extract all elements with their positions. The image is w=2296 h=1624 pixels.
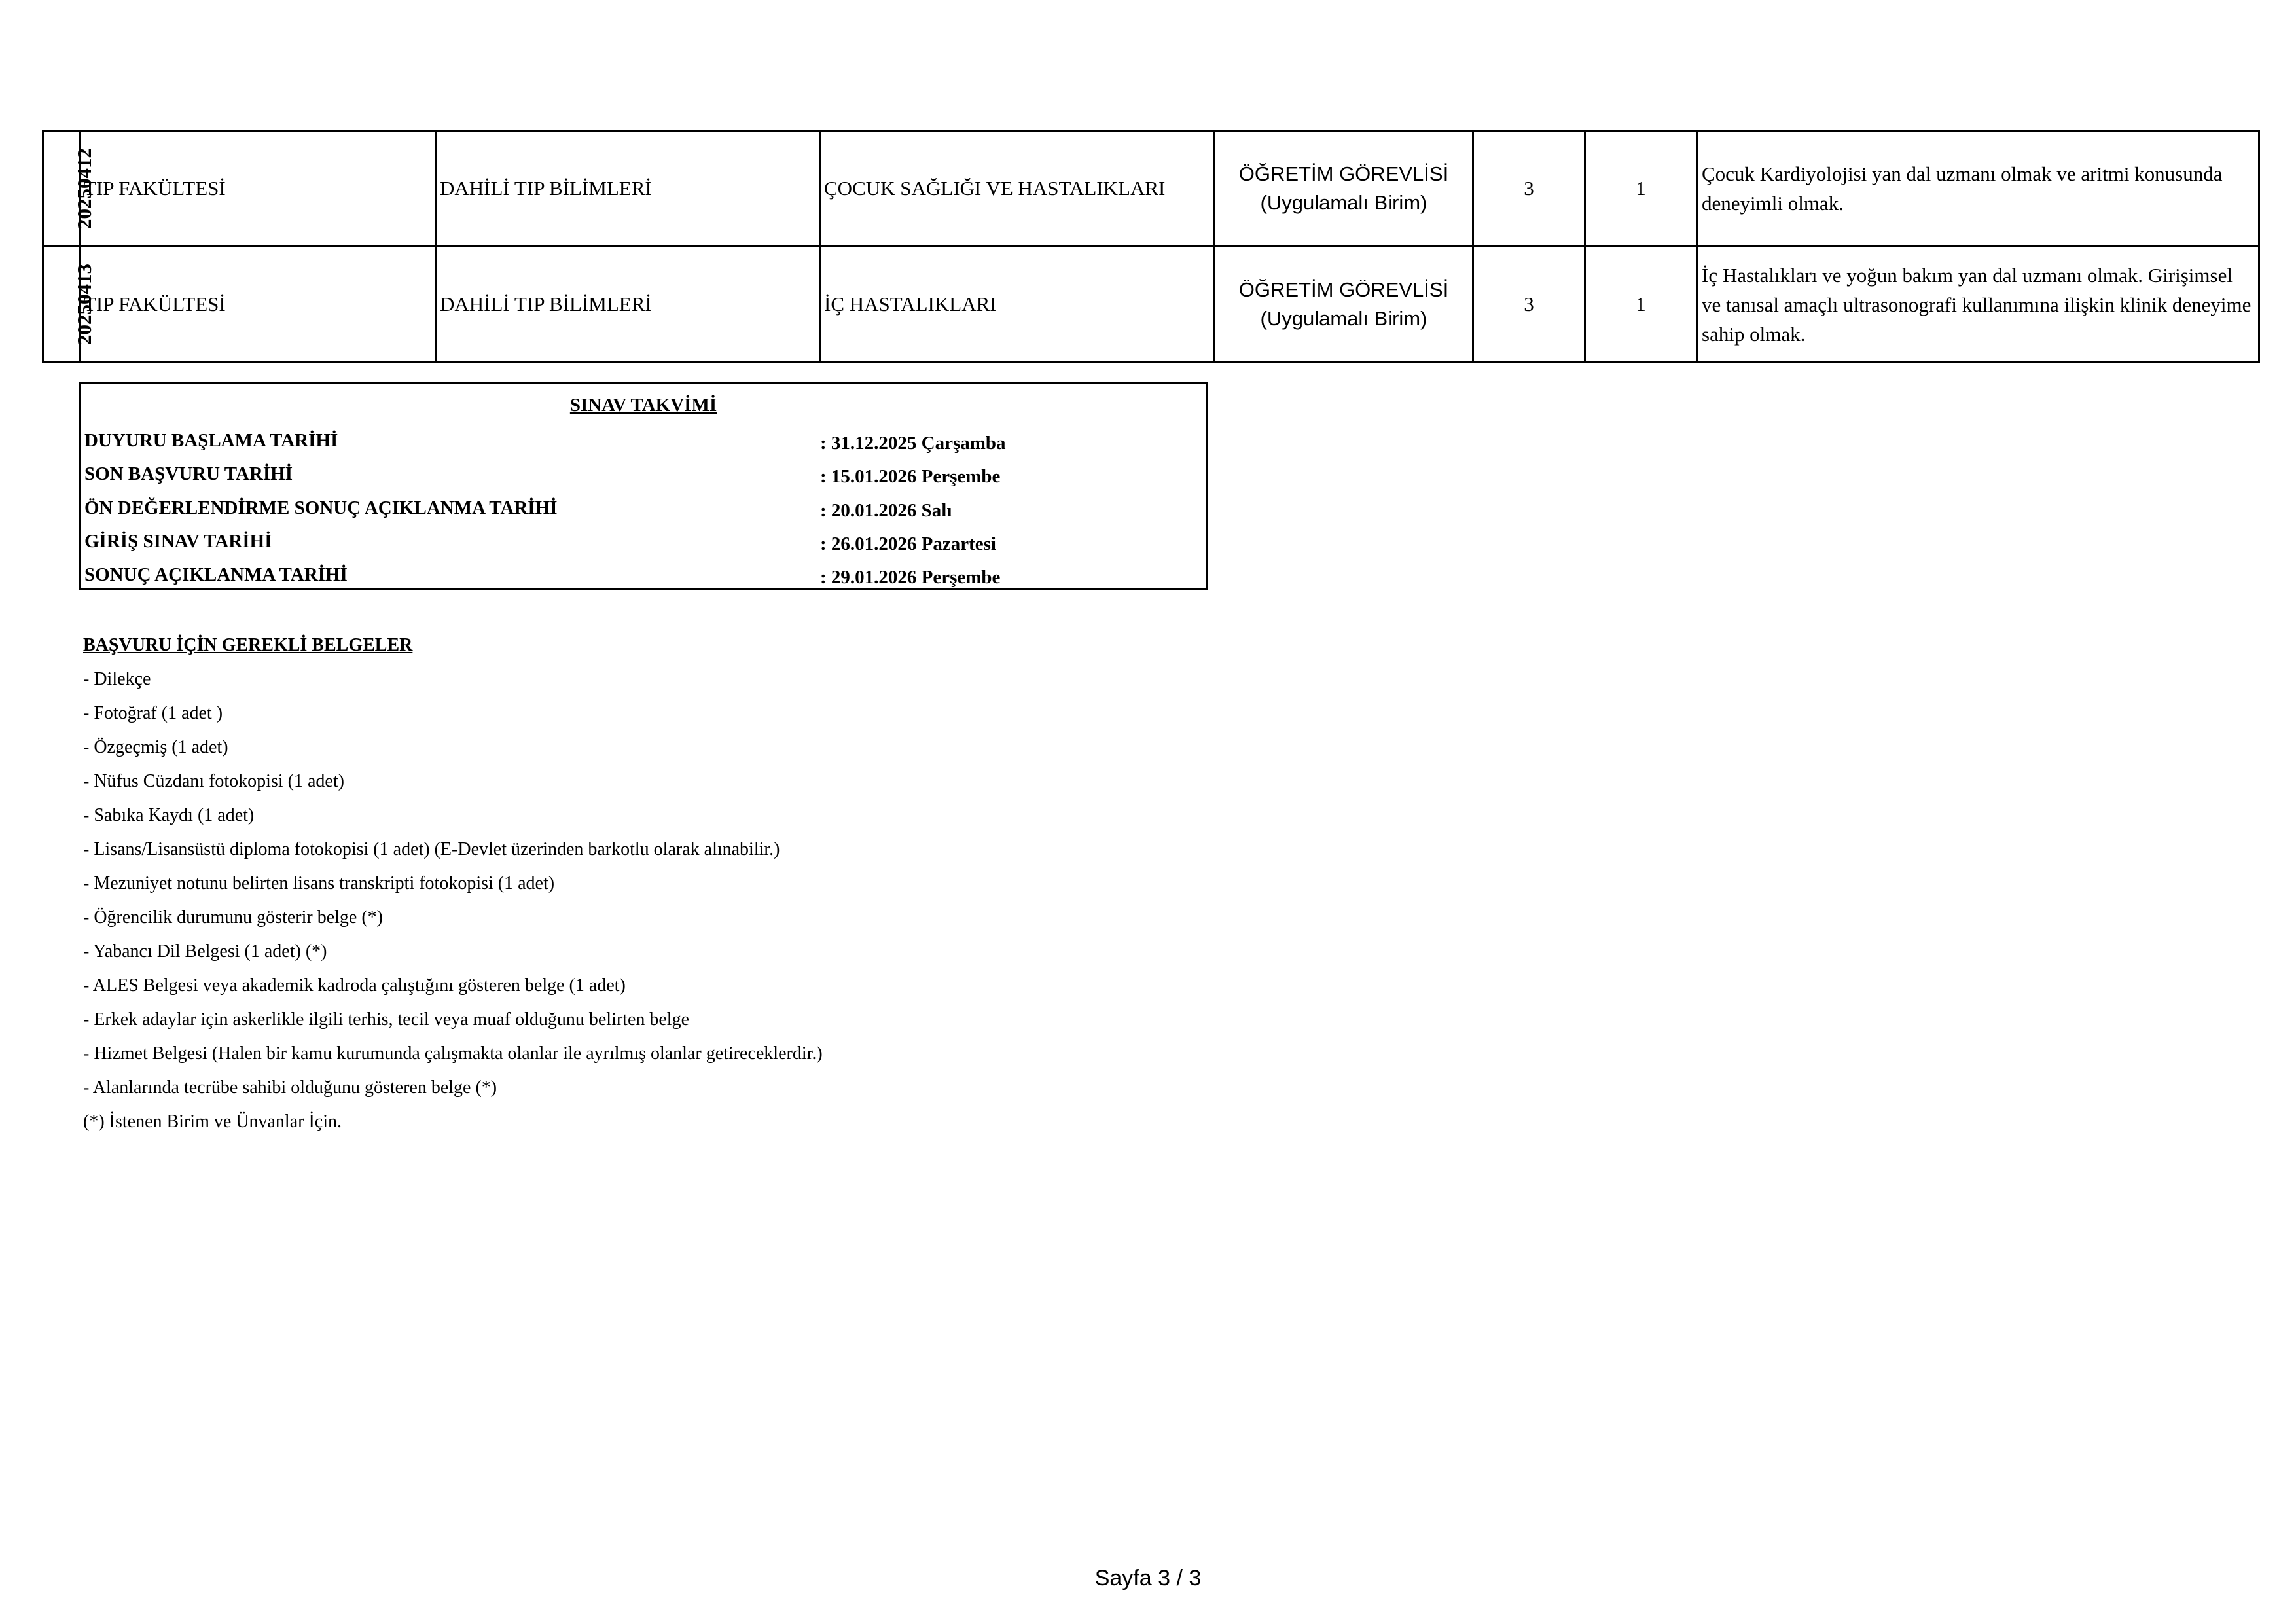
academic-title-unit: (Uygulamalı Birim)	[1260, 191, 1427, 214]
list-item: - Fotoğraf (1 adet )	[83, 703, 223, 723]
program-cell: ÇOCUK SAĞLIĞI VE HASTALIKLARI	[821, 131, 1215, 247]
list-item: - Dilekçe	[83, 669, 151, 689]
calendar-row	[84, 497, 1202, 524]
calendar-label: SON BAŞVURU TARİHİ	[84, 463, 293, 484]
list-item: - Lisans/Lisansüstü diploma fotokopisi (1 adet) (E-Devlet üzerinden barkotlu olarak alınabilir.)	[83, 839, 780, 859]
degree-cell: 3	[1473, 247, 1585, 363]
degree-cell: 3	[1473, 131, 1585, 247]
footnote: (*) İstenen Birim ve Ünvanlar İçin.	[83, 1111, 342, 1132]
required-documents-title: BAŞVURU İÇİN GEREKLİ BELGELER	[83, 635, 413, 655]
required-documents	[83, 632, 823, 1143]
faculty-cell: TIP FAKÜLTESİ	[81, 131, 437, 247]
list-item: - Hizmet Belgesi (Halen bir kamu kurumunda çalışmakta olanlar ile ayrılmış olanlar getireceklerdir.)	[83, 1043, 823, 1064]
count-cell: 1	[1585, 247, 1697, 363]
list-item: - Alanlarında tecrübe sahibi olduğunu gösteren belge (*)	[83, 1077, 497, 1098]
faculty-cell: TIP FAKÜLTESİ	[81, 247, 437, 363]
calendar-label: SONUÇ AÇIKLANMA TARİHİ	[84, 564, 348, 585]
calendar-row	[84, 564, 1202, 590]
list-item: - Nüfus Cüzdanı fotokopisi (1 adet)	[83, 771, 344, 791]
list-item: - Yabancı Dil Belgesi (1 adet) (*)	[83, 941, 327, 962]
calendar-row	[84, 531, 1202, 557]
position-code-cell	[43, 131, 96, 247]
calendar-date: : 15.01.2026 Perşembe	[820, 466, 1001, 487]
calendar-date: : 31.12.2025 Çarşamba	[820, 433, 1006, 454]
academic-title: ÖĞRETİM GÖREVLİSİ	[1238, 162, 1449, 185]
count-cell: 1	[1585, 131, 1697, 247]
list-item: - Erkek adaylar için askerlikle ilgili terhis, tecil veya muaf olduğunu belirten belge	[83, 1009, 690, 1030]
program-cell: İÇ HASTALIKLARI	[821, 247, 1215, 363]
list-item: - Özgeçmiş (1 adet)	[83, 737, 228, 757]
table-row	[43, 131, 2259, 247]
requirement-cell: İç Hastalıkları ve yoğun bakım yan dal uzmanı olmak. Girişimsel ve tanısal amaçlı ultrasonografi kullanımına ilişkin klinik deneyime sahip olmak.	[1697, 247, 2259, 363]
academic-title-cell	[1215, 131, 1473, 247]
documents-list	[83, 666, 823, 1143]
calendar-label: GİRİŞ SINAV TARİHİ	[84, 531, 272, 552]
department-cell: DAHİLİ TIP BİLİMLERİ	[437, 247, 821, 363]
academic-title: ÖĞRETİM GÖREVLİSİ	[1238, 278, 1449, 301]
list-item: - Mezuniyet notunu belirten lisans transkripti fotokopisi (1 adet)	[83, 873, 555, 893]
position-code: 20250413	[73, 264, 96, 345]
calendar-date: : 26.01.2026 Pazartesi	[820, 533, 996, 554]
position-code: 20250412	[73, 148, 96, 229]
exam-calendar-title: SINAV TAKVİMİ	[569, 395, 717, 416]
exam-calendar	[79, 382, 1208, 590]
calendar-row	[84, 463, 1202, 490]
list-item: - Sabıka Kaydı (1 adet)	[83, 805, 255, 825]
table-row	[43, 247, 2259, 363]
list-item: - ALES Belgesi veya akademik kadroda çalıştığını gösteren belge (1 adet)	[83, 975, 626, 996]
calendar-date: : 20.01.2026 Salı	[820, 500, 952, 521]
positions-table	[42, 130, 2260, 363]
calendar-label: ÖN DEĞERLENDİRME SONUÇ AÇIKLANMA TARİHİ	[84, 497, 558, 518]
calendar-date: : 29.01.2026 Perşembe	[820, 567, 1001, 588]
list-item: - Öğrencilik durumunu gösterir belge (*)	[83, 907, 383, 928]
calendar-label: DUYURU BAŞLAMA TARİHİ	[84, 430, 338, 451]
academic-title-cell	[1215, 247, 1473, 363]
academic-title-unit: (Uygulamalı Birim)	[1260, 307, 1427, 330]
page-number: Sayfa 3 / 3	[1094, 1566, 1202, 1591]
position-code-cell	[43, 247, 96, 363]
department-cell: DAHİLİ TIP BİLİMLERİ	[437, 131, 821, 247]
requirement-cell: Çocuk Kardiyolojisi yan dal uzmanı olmak ve aritmi konusunda deneyimli olmak.	[1697, 131, 2259, 247]
calendar-row	[84, 430, 1202, 456]
